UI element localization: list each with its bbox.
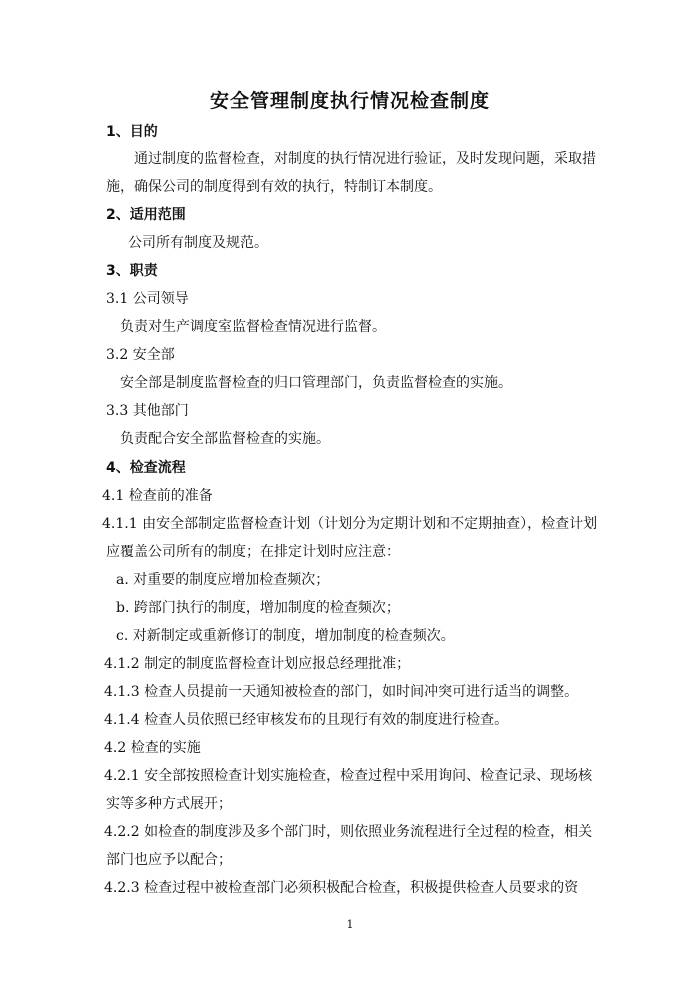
paragraph-line: 应覆盖公司所有的制度；在排定计划时应注意： bbox=[106, 544, 400, 560]
heading-purpose: 1、目的 bbox=[106, 124, 158, 140]
heading-process: 4、检查流程 bbox=[106, 460, 186, 476]
paragraph-line: 负责对生产调度室监督检查情况进行监督。 bbox=[120, 319, 386, 335]
paragraph-line: 施，确保公司的制度得到有效的执行，特制订本制度。 bbox=[106, 179, 442, 195]
subheading-line: 4.1 检查前的准备 bbox=[102, 488, 213, 504]
subheading-line: 3.2 安全部 bbox=[106, 347, 175, 363]
subheading-line: 3.3 其他部门 bbox=[106, 403, 189, 419]
list-item: a. 对重要的制度应增加检查频次； bbox=[116, 572, 330, 588]
subheading-line: 3.1 公司领导 bbox=[106, 291, 189, 307]
subheading-line: 4.2 检查的实施 bbox=[104, 740, 201, 756]
paragraph-line: 安全部是制度监督检查的归口管理部门，负责监督检查的实施。 bbox=[120, 375, 512, 391]
paragraph-line: 实等多种方式展开； bbox=[106, 796, 232, 812]
paragraph-line: 4.2.1 安全部按照检查计划实施检查，检查过程中采用询问、检查记录、现场核 bbox=[104, 768, 593, 784]
paragraph-line: 4.1.1 由安全部制定监督检查计划（计划分为定期计划和不定期抽查），检查计划 bbox=[102, 516, 598, 532]
document-title: 安全管理制度执行情况检查制度 bbox=[209, 90, 490, 112]
list-item: b. 跨部门执行的制度，增加制度的检查频次； bbox=[116, 600, 400, 616]
paragraph-line: 4.1.3 检查人员提前一天通知被检查的部门，如时间冲突可进行适当的调整。 bbox=[104, 684, 579, 700]
paragraph-line: 公司所有制度及规范。 bbox=[128, 235, 268, 251]
heading-responsibilities: 3、职责 bbox=[106, 263, 158, 279]
paragraph-line: 部门也应予以配合； bbox=[106, 852, 232, 868]
page-number: 1 bbox=[346, 918, 354, 931]
paragraph-line: 4.2.3 检查过程中被检查部门必须积极配合检查，积极提供检查人员要求的资 bbox=[104, 880, 579, 896]
paragraph-line: 4.1.4 检查人员依照已经审核发布的且现行有效的制度进行检查。 bbox=[104, 712, 509, 728]
paragraph-line: 通过制度的监督检查，对制度的执行情况进行验证，及时发现问题，采取措 bbox=[134, 151, 596, 167]
paragraph-line: 4.2.2 如检查的制度涉及多个部门时，则依照业务流程进行全过程的检查，相关 bbox=[104, 824, 593, 840]
paragraph-line: 负责配合安全部监督检查的实施。 bbox=[120, 431, 330, 447]
heading-scope: 2、适用范围 bbox=[106, 207, 186, 223]
list-item: c. 对新制定或重新修订的制度，增加制度的检查频次。 bbox=[116, 628, 455, 644]
paragraph-line: 4.1.2 制定的制度监督检查计划应报总经理批准； bbox=[104, 656, 411, 672]
